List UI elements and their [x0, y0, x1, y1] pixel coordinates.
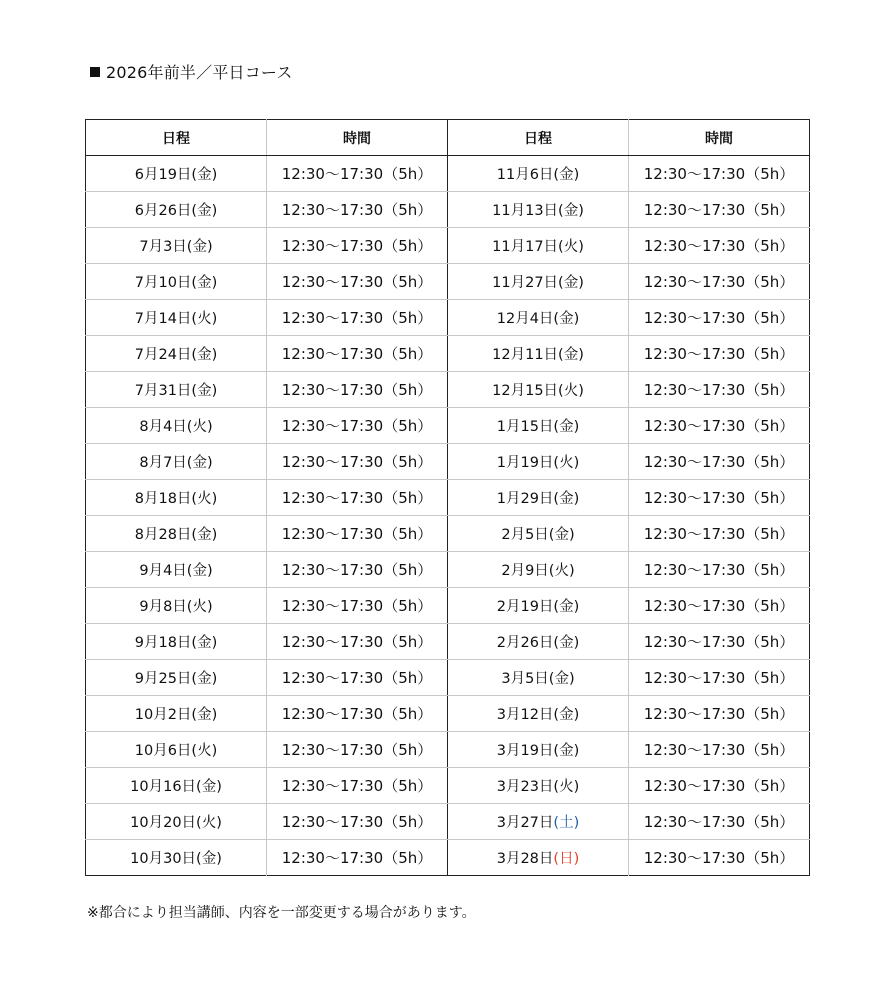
date-cell-right: 11月17日(火)	[448, 228, 629, 264]
table-row	[86, 516, 810, 552]
time-cell-left: 12:30〜17:30（5h）	[267, 444, 448, 480]
date-cell-left: 9月4日(金)	[86, 552, 267, 588]
table-row	[86, 300, 810, 336]
date-cell-right: 11月13日(金)	[448, 192, 629, 228]
date-cell-left: 8月18日(火)	[86, 480, 267, 516]
date-cell-right: 3月12日(金)	[448, 696, 629, 732]
date-cell-left: 7月10日(金)	[86, 264, 267, 300]
time-cell-left: 12:30〜17:30（5h）	[267, 840, 448, 876]
header-row	[86, 120, 810, 156]
time-cell-right: 12:30〜17:30（5h）	[629, 408, 810, 444]
date-cell-right: 2月19日(金)	[448, 588, 629, 624]
table-row	[86, 588, 810, 624]
schedule-table	[85, 119, 810, 876]
date-cell-right: 12月4日(金)	[448, 300, 629, 336]
table-row	[86, 552, 810, 588]
time-cell-right: 12:30〜17:30（5h）	[629, 588, 810, 624]
footnote: ※都合により担当講師、内容を一部変更する場合があります。	[87, 905, 476, 921]
date-cell-left: 10月6日(火)	[86, 732, 267, 768]
page-title-text: 2026年前半／平日コース	[106, 63, 293, 82]
time-cell-right: 12:30〜17:30（5h）	[629, 300, 810, 336]
time-cell-right: 12:30〜17:30（5h）	[629, 732, 810, 768]
time-cell-left: 12:30〜17:30（5h）	[267, 156, 448, 192]
time-cell-left: 12:30〜17:30（5h）	[267, 336, 448, 372]
time-cell-right: 12:30〜17:30（5h）	[629, 624, 810, 660]
table-row	[86, 336, 810, 372]
date-cell-left: 9月18日(金)	[86, 624, 267, 660]
date-cell-left: 10月30日(金)	[86, 840, 267, 876]
time-cell-right: 12:30〜17:30（5h）	[629, 480, 810, 516]
table-row	[86, 444, 810, 480]
header-date-right: 日程	[448, 120, 629, 156]
date-text: 3月27日	[496, 815, 554, 831]
date-cell-right: 1月19日(火)	[448, 444, 629, 480]
date-cell-right: 11月6日(金)	[448, 156, 629, 192]
time-cell-left: 12:30〜17:30（5h）	[267, 696, 448, 732]
date-cell-left: 7月31日(金)	[86, 372, 267, 408]
table-row	[86, 228, 810, 264]
weekday-text: (土)	[553, 815, 580, 831]
table-row	[86, 192, 810, 228]
date-cell-right	[448, 804, 629, 840]
time-cell-left: 12:30〜17:30（5h）	[267, 588, 448, 624]
time-cell-left: 12:30〜17:30（5h）	[267, 372, 448, 408]
date-cell-right: 11月27日(金)	[448, 264, 629, 300]
time-cell-right: 12:30〜17:30（5h）	[629, 444, 810, 480]
date-cell-left: 10月16日(金)	[86, 768, 267, 804]
table-row	[86, 156, 810, 192]
date-cell-left: 7月14日(火)	[86, 300, 267, 336]
time-cell-left: 12:30〜17:30（5h）	[267, 480, 448, 516]
date-cell-left: 7月3日(金)	[86, 228, 267, 264]
time-cell-right: 12:30〜17:30（5h）	[629, 156, 810, 192]
time-cell-right: 12:30〜17:30（5h）	[629, 696, 810, 732]
time-cell-right: 12:30〜17:30（5h）	[643, 849, 795, 867]
time-cell-right: 12:30〜17:30（5h）	[629, 804, 810, 840]
date-cell-left: 8月7日(金)	[86, 444, 267, 480]
table-row	[86, 408, 810, 444]
time-cell-left: 12:30〜17:30（5h）	[267, 804, 448, 840]
date-cell-left: 8月28日(金)	[86, 516, 267, 552]
time-cell-left: 12:30〜17:30（5h）	[267, 552, 448, 588]
time-cell-left: 12:30〜17:30（5h）	[267, 300, 448, 336]
date-cell-left: 9月8日(火)	[86, 588, 267, 624]
time-cell-left: 12:30〜17:30（5h）	[267, 264, 448, 300]
time-cell-left: 12:30〜17:30（5h）	[267, 732, 448, 768]
date-cell-right: 3月23日(火)	[448, 768, 629, 804]
table-row	[86, 804, 810, 840]
date-cell-left: 10月2日(金)	[86, 696, 267, 732]
date-cell-left: 7月24日(金)	[86, 336, 267, 372]
time-cell-left: 12:30〜17:30（5h）	[267, 408, 448, 444]
date-cell-right: 12月11日(金)	[448, 336, 629, 372]
date-cell-left: 8月4日(火)	[86, 408, 267, 444]
date-cell-right: 1月29日(金)	[448, 480, 629, 516]
time-cell-left: 12:30〜17:30（5h）	[267, 660, 448, 696]
date-cell-right: 3月19日(金)	[448, 732, 629, 768]
header-time-right: 時間	[629, 120, 810, 156]
time-cell-right: 12:30〜17:30（5h）	[629, 552, 810, 588]
date-cell-right: 1月15日(金)	[448, 408, 629, 444]
table-row	[86, 660, 810, 696]
time-cell-right: 12:30〜17:30（5h）	[629, 264, 810, 300]
date-cell-left: 6月26日(金)	[86, 192, 267, 228]
date-cell-right: 2月9日(火)	[448, 552, 629, 588]
table-row	[86, 372, 810, 408]
time-cell-left: 12:30〜17:30（5h）	[267, 516, 448, 552]
table-row	[86, 732, 810, 768]
time-cell-right: 12:30〜17:30（5h）	[629, 660, 810, 696]
time-cell-left: 12:30〜17:30（5h）	[267, 192, 448, 228]
time-cell-right: 12:30〜17:30（5h）	[629, 228, 810, 264]
table-row	[86, 624, 810, 660]
date-cell-right: 2月26日(金)	[448, 624, 629, 660]
header-date-left: 日程	[86, 120, 267, 156]
header-time-left: 時間	[267, 120, 448, 156]
table-row	[86, 696, 810, 732]
date-cell-left: 9月25日(金)	[86, 660, 267, 696]
time-cell-right: 12:30〜17:30（5h）	[629, 336, 810, 372]
weekday-text: (日)	[553, 851, 580, 867]
date-cell-right: 12月15日(火)	[448, 372, 629, 408]
time-cell-right: 12:30〜17:30（5h）	[629, 516, 810, 552]
square-bullet-icon	[90, 67, 100, 77]
table-row	[86, 480, 810, 516]
table-row	[86, 840, 810, 876]
date-cell-right	[448, 840, 629, 876]
time-cell-right: 12:30〜17:30（5h）	[629, 768, 810, 804]
table-row	[86, 264, 810, 300]
date-text: 3月28日	[496, 851, 554, 867]
time-cell-right: 12:30〜17:30（5h）	[629, 372, 810, 408]
time-cell-left: 12:30〜17:30（5h）	[267, 228, 448, 264]
page-title	[90, 60, 293, 83]
date-cell-right: 3月5日(金)	[448, 660, 629, 696]
date-cell-left: 6月19日(金)	[86, 156, 267, 192]
date-cell-left: 10月20日(火)	[86, 804, 267, 840]
time-cell-left: 12:30〜17:30（5h）	[267, 624, 448, 660]
time-cell-right: 12:30〜17:30（5h）	[629, 192, 810, 228]
time-cell-left: 12:30〜17:30（5h）	[267, 768, 448, 804]
date-cell-right: 2月5日(金)	[448, 516, 629, 552]
table-row	[86, 768, 810, 804]
